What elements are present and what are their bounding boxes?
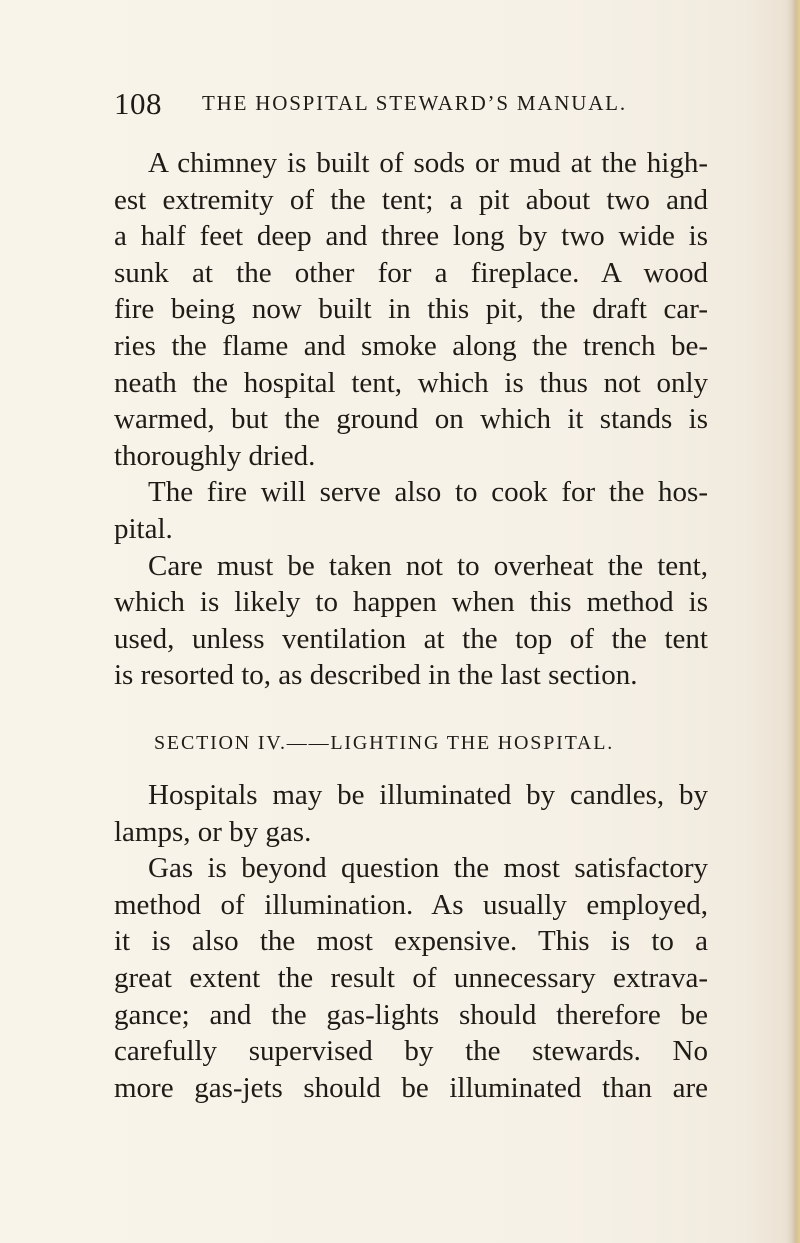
top-text-block [114,145,708,694]
text-line: ries the flame and smoke along the trench be- [114,329,708,362]
text-line: pital. [114,512,173,545]
text-line: carefully supervised by the stewards. No [114,1035,708,1068]
text-line: est extremity of the tent; a pit about two and [114,183,708,216]
text-line: used, unless ventilation at the top of the tent [114,622,708,655]
text-line: thoroughly dried. [114,439,316,472]
text-line: great extent the result of unnecessary extrava- [114,961,708,994]
text-line: Care must be taken not to overheat the tent, [148,549,708,582]
text-line: it is also the most expensive. This is to a [114,925,708,958]
text-line: which is likely to happen when this method is [114,586,708,619]
section-heading: SECTION IV.——LIGHTING THE HOSPITAL. [154,732,615,754]
text-line: method of illumination. As usually employed, [114,888,708,921]
text-line: fire being now built in this pit, the draft car- [114,293,708,326]
running-header [114,88,734,128]
bottom-text-block [114,777,708,1106]
text-line: Hospitals may be illuminated by candles, by [148,779,708,811]
text-line: sunk at the other for a fireplace. A wood [114,256,708,289]
text-line: The fire will serve also to cook for the hos- [148,476,708,509]
text-line: neath the hospital tent, which is thus not only [114,366,708,399]
running-title: THE HOSPITAL STEWARD’S MANUAL. [202,91,627,115]
text-line: more gas-jets should be illuminated than are [114,1071,708,1104]
text-line: lamps, or by gas. [114,815,312,848]
page-number: 108 [114,86,162,121]
text-line: Gas is beyond question the most satisfactory [148,852,708,885]
text-line: A chimney is built of sods or mud at the high- [148,147,708,179]
text-line: is resorted to, as described in the last section. [114,659,638,692]
text-line: warmed, but the ground on which it stands is [114,403,708,436]
text-line: a half feet deep and three long by two wide is [114,220,708,253]
page-edge-shadow [786,0,800,1243]
text-line: gance; and the gas-lights should therefore be [114,998,708,1031]
